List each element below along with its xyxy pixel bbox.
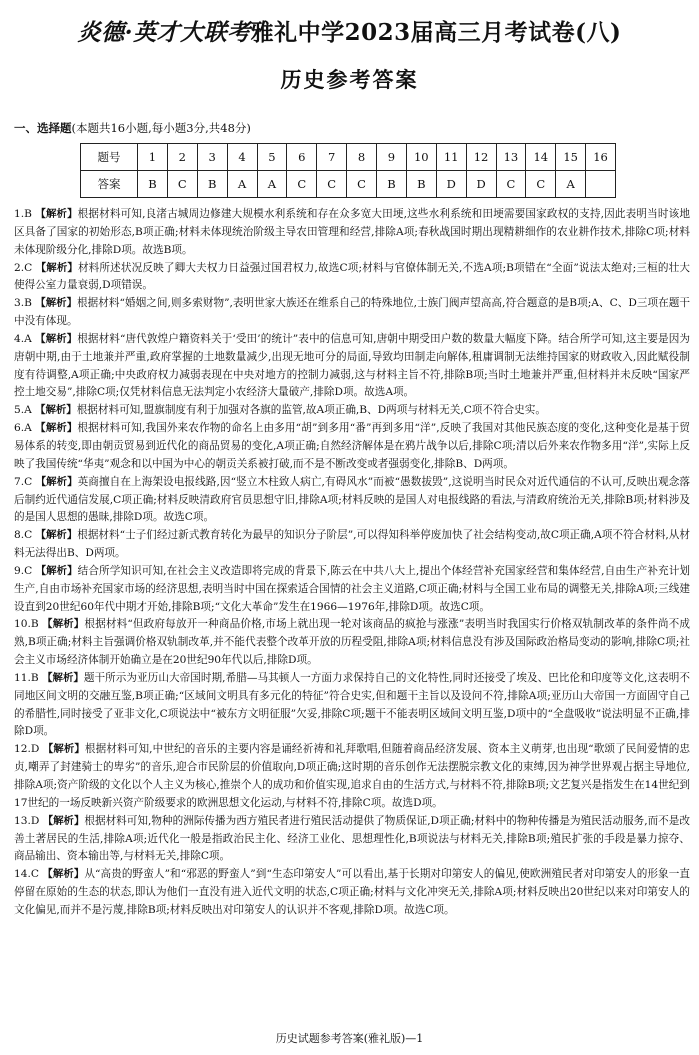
analysis-tag: 【解析】 — [35, 332, 78, 345]
explanation-item — [14, 670, 690, 741]
explanation-answer: 1.B — [14, 208, 32, 220]
analysis-tag: 【解析】 — [35, 564, 78, 577]
row-label-answer: 答案 — [81, 171, 138, 198]
analysis-tag: 【解析】 — [35, 404, 77, 417]
question-number-cell: 3 — [197, 144, 227, 171]
question-number-cell: 7 — [317, 144, 347, 171]
page-footer: 历史试题参考答案(雅礼版)—1 — [275, 1032, 424, 1045]
answer-cell: B — [138, 171, 168, 198]
explanation-item — [14, 866, 690, 920]
explanation-item — [14, 741, 690, 812]
explanation-answer: 7.C — [14, 475, 33, 488]
analysis-tag: 【解析】 — [42, 814, 85, 827]
explanation-text: 材料所述状况反映了卿大夫权力日益强过国君权力,故选C项;材料与官僚体制无关,不选A项;B项错在“全面”说法太绝对;三桓的壮大使得公室力量衰弱,D项错误。 — [14, 261, 690, 292]
answer-cell: C — [317, 171, 347, 198]
question-number-cell: 2 — [167, 144, 197, 171]
answer-cell: D — [466, 171, 496, 198]
explanation-item — [14, 616, 690, 670]
explanation-item — [14, 420, 690, 474]
explanation-answer: 8.C — [14, 529, 33, 542]
analysis-tag: 【解析】 — [42, 868, 85, 881]
section-label: 一、选择题 — [14, 121, 72, 135]
analysis-tag: 【解析】 — [42, 671, 84, 684]
analysis-tag: 【解析】 — [42, 618, 85, 631]
explanation-text: 根据材料可知,中世纪的音乐的主要内容是诵经祈祷和礼拜歌唱,但随着商品经济发展、资本主义萌芽,也出现“歌颂了民间爱情的忠贞,嘲弄了封建骑士的卑劣”的音乐,迎合市民阶层的价值取向,D项正确;这时期的音乐创作无法摆脱宗教文化的束缚,因为神学世界观占据主导地位,排除A项;资产阶级的文化以个人主义为核心,推崇个人的成功和价值实现,追求自由的生活方式,与材料不符,排除B项;文艺复兴是指发生在14世纪到17世纪的一场反映新兴资产阶级要求的欧洲思想文化运动,与材料不符,排除C项。故选D项。 — [14, 743, 691, 809]
page-title: 历史参考答案 — [280, 68, 419, 92]
explanation-item — [14, 260, 690, 296]
answer-cell: C — [167, 171, 197, 198]
question-number-cell: 16 — [586, 144, 616, 171]
answer-cell: C — [526, 171, 556, 198]
answer-cell — [586, 171, 616, 198]
question-number-cell: 6 — [287, 144, 317, 171]
analysis-tag: 【解析】 — [35, 529, 78, 542]
answer-cell: B — [197, 171, 227, 198]
question-number-cell: 9 — [377, 144, 407, 171]
explanation-text: 根据材料可知,良渚古城周边修建大规模水利系统和存在众多宽大田埂,这些水利系统和田埂需要国家政权的支持,因此表明当时该地区具备了国家的初始形态,B项正确;材料未体现统治阶级主导农田管理和经营,排除A项;春秋战国时期出现精耕细作的农业耕作技术,排除C项;材料未体现阶级分化,排除D项。故选B项。 — [14, 208, 690, 256]
explanation-item — [14, 206, 690, 260]
explanation-text: 根据材料“唐代敦煌户籍资料关于‘受田’的统计”表中的信息可知,唐朝中期受田户数的数量大幅度下降。结合所学可知,这主要是因为唐朝中期,由于土地兼并严重,政府掌握的土地数量减少,出现无地可分的局面,导致均田制走向解体,租庸调制无法维持国家的财政收入,因此赋役制度有待调整,A项正确;中央政府权力减弱表现在中央对地方的控制力减弱,这与材料主旨不符,排除B项;当时土地兼并严重,但材料并未反映“国家严控土地交易”,排除C项;仅凭材料信息无法判定小农经济大量破产,排除D项。故选A项。 — [14, 332, 690, 399]
answer-cell: A — [227, 171, 257, 198]
question-number-cell: 15 — [556, 144, 586, 171]
answer-cell: B — [406, 171, 436, 198]
explanation-answer: 10.B — [14, 618, 39, 631]
explanation-text: 题干所示为亚历山大帝国时期,希腊—马其顿人一方面力求保持自己的文化特性,同时还接受了埃及、巴比伦和印度等文化,这表明不同地区间文明的交融互鉴,B项正确;“区域间文明具有多元化的特征”符合史实,但和题干主旨以及设问不符,排除A项;亚历山大帝国一方面固守自己的希腊性,同时接受了亚非文化,C项说法中“被东方文明征服”欠妥,排除C项;题干不能表明区域间文明互鉴,D项中的“全盘吸收”说法明显不正确,排除D项。 — [14, 671, 690, 738]
row-label-number: 题号 — [81, 144, 138, 171]
explanations — [14, 206, 690, 920]
explanation-text: 结合所学知识可知,在社会主义改造即将完成的背景下,陈云在中共八大上,提出个体经营补充国家经营和集体经营,自由生产补充计划生产,自由市场补充国家市场的经济思想,表明当时中国在探索适合国情的社会主义道路,C项正确;材料与全国工业布局的调整无关,排除A项;三线建设直到20世纪60年代中期才开始,排除B项;“文化大革命”发生在1966—1976年,排除D项。故选C项。 — [14, 564, 691, 613]
question-number-cell: 8 — [347, 144, 377, 171]
explanation-answer: 14.C — [14, 868, 39, 881]
analysis-tag: 【解析】 — [42, 743, 85, 756]
answer-cell: A — [257, 171, 287, 198]
explanation-item — [14, 527, 690, 563]
question-number-cell: 11 — [436, 144, 466, 171]
answer-table-number-row — [81, 144, 616, 171]
explanation-answer: 3.B — [14, 297, 32, 310]
answer-cell: B — [377, 171, 407, 198]
section-heading — [14, 120, 251, 136]
question-number-cell: 4 — [227, 144, 257, 171]
explanation-answer: 12.D — [14, 743, 40, 756]
answer-cell: A — [556, 171, 586, 198]
analysis-tag: 【解析】 — [35, 261, 78, 274]
explanation-text: 根据材料“但政府每放开一种商品价格,市场上就出现一轮对该商品的疯抢与涨涨”表明当时我国实行价格双轨制改革的条件尚不成熟,B项正确;材料主旨强调价格双轨制改革,并不能代表整个改革开放的历程受阻,排除A项;材料信息没有涉及国际政治格局变动的影响,排除C项;社会主义市场经济体制开始确立是在20世纪90年代以后,排除D项。 — [14, 618, 691, 667]
explanation-text: 根据材料“士子们经过新式教育转化为最早的知识分子阶层”,可以得知科举停废加快了社会结构变动,故C项正确,A项不符合材料,从材料无法得出B、D两项。 — [14, 529, 690, 560]
explanation-item — [14, 474, 690, 528]
analysis-tag: 【解析】 — [35, 422, 78, 435]
question-number-cell: 13 — [496, 144, 526, 171]
question-number-cell: 5 — [257, 144, 287, 171]
explanation-answer: 11.B — [14, 671, 39, 684]
question-number-cell: 10 — [406, 144, 436, 171]
brand-name: 炎德·英才大联考 — [77, 19, 251, 46]
answer-table-answer-row — [81, 171, 616, 198]
explanation-text: 根据材料可知,我国外来农作物的命名上由多用“胡”到多用“番”再到多用“洋”,反映了我国对其他民族态度的变化,这种变化是基于贸易体系的转变,即由朝贡贸易到近代化的商品贸易的变化,A项正确;自然经济解体是在鸦片战争以后,排除C项;清以后外来农作物多用“洋”,实际上反映了我国传统“华夷”观念和以中国为中心的朝贡关系被打破,而不是不断改变或者强弱变化,排除B、D两项。 — [14, 422, 691, 470]
explanation-item — [14, 563, 690, 617]
explanation-text: 根据材料“婚姻之间,则多索财物”,表明世家大族还在维系自己的特殊地位,士族门阀声望高高,符合题意的是B项;A、C、D三项在题干中没有体现。 — [14, 297, 690, 328]
question-number-cell: 14 — [526, 144, 556, 171]
explanation-text: 根据材料可知,物种的洲际传播为西方殖民者进行殖民活动提供了物质保证,D项正确;材料中的物种传播是为殖民活动服务,而不是改善土著居民的生活,排除A项;近代化一般是指政治民主化、经济工业化、思想理性化,B项说法与材料无关,排除B项;殖民扩张的手段是暴力掠夺、商品输出、资本输出等,与材料无关,排除C项。 — [14, 814, 690, 863]
explanation-item — [14, 295, 690, 331]
answer-table — [80, 143, 616, 198]
explanation-item — [14, 402, 690, 420]
question-number-cell: 1 — [138, 144, 168, 171]
explanation-answer: 13.D — [14, 814, 40, 827]
explanation-answer: 2.C — [14, 261, 33, 274]
explanation-answer: 4.A — [14, 332, 32, 345]
analysis-tag: 【解析】 — [35, 208, 78, 220]
exam-title: 雅礼中学2023届高三月考试卷(八) — [250, 19, 622, 46]
explanation-item — [14, 813, 690, 867]
explanation-answer: 6.A — [14, 422, 32, 435]
answer-cell: C — [496, 171, 526, 198]
exam-header — [0, 14, 699, 47]
explanation-answer: 9.C — [14, 564, 33, 577]
question-number-cell: 12 — [466, 144, 496, 171]
explanation-text: 从“高贵的野蛮人”和“邪恶的野蛮人”到“生态印第安人”可以看出,基于长期对印第安人的偏见,使欧洲殖民者对印第安人的形象一直停留在原始的生态的状态,即认为他们一直没有进入近代文明的状态,C项正确;材料与文化冲突无关,排除A项;材料反映出20世纪以来对印第安人的文化偏见,而并不是污蔑,排除B项;材料反映出对印第安人的认识并不客观,排除D项。故选C项。 — [14, 868, 690, 916]
section-note: (本题共16小题,每小题3分,共48分) — [71, 121, 251, 135]
explanation-answer: 5.A — [14, 404, 32, 417]
answer-cell: C — [347, 171, 377, 198]
analysis-tag: 【解析】 — [35, 297, 78, 310]
explanation-item — [14, 331, 690, 402]
explanation-text: 英商擅自在上海架设电报线路,因“竖立木柱致人病亡,有碍风水”而被“愚数拔毁”,这说明当时民众对近代通信的不认可,反映出观念落后制约近代通信发展,C项正确;材料反映清政府官员思想守旧,排除A项;材料反映的是国人对电报线路的看法,与清政府统治无关,排除B项;材料涉及的是国人思想的愚昧,排除D项。故选C项。 — [14, 475, 691, 524]
answer-cell: D — [436, 171, 466, 198]
answer-cell: C — [287, 171, 317, 198]
explanation-text: 根据材料可知,盟旗制度有利于加强对各旗的监管,故A项正确,B、D两项与材料无关,C项不符合史实。 — [76, 404, 546, 417]
analysis-tag: 【解析】 — [35, 475, 78, 488]
